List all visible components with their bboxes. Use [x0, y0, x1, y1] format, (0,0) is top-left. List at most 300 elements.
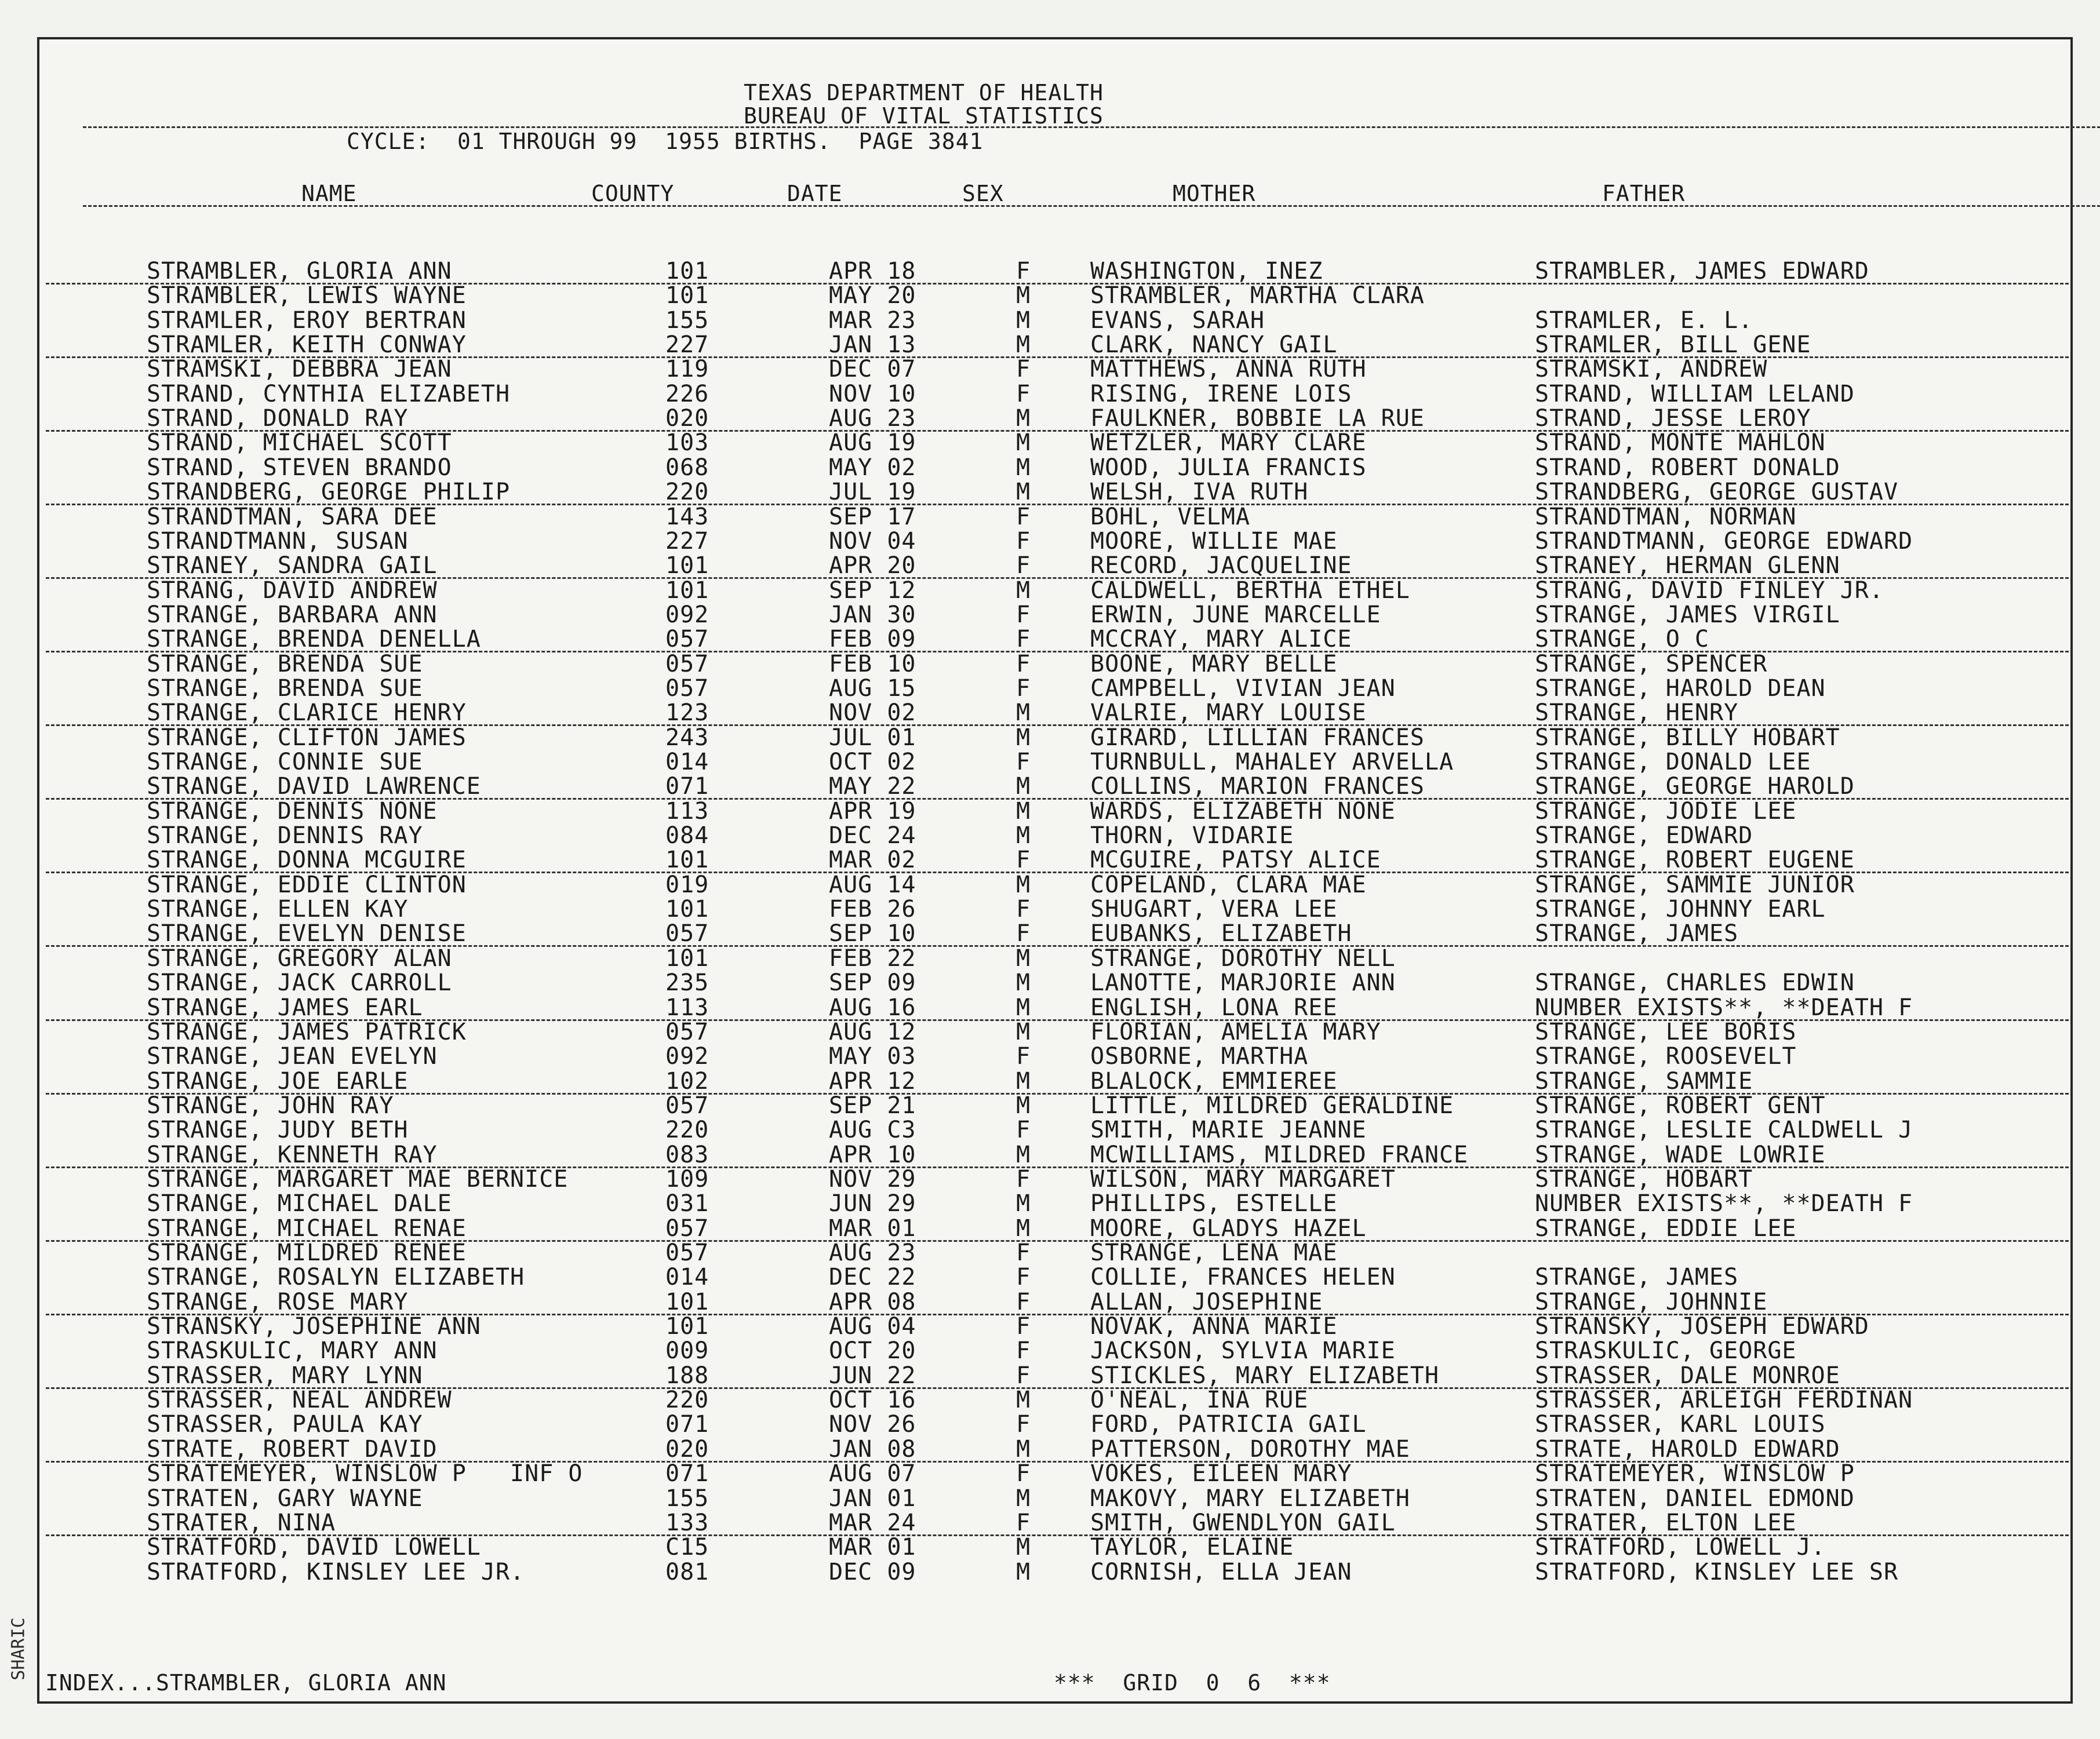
record-father: STRANGE, HAROLD DEAN [1535, 675, 1826, 702]
column-header-mother: MOTHER [1173, 181, 1256, 206]
record-sex: M [1016, 1092, 1031, 1119]
record-mother: MOORE, WILLIE MAE [1090, 527, 1338, 555]
record-sex: M [1016, 699, 1031, 727]
record-date: AUG 23 [829, 1239, 916, 1266]
record-father: STRANGE, DONALD LEE [1535, 749, 1811, 775]
record-father: STRATER, ELTON LEE [1535, 1509, 1797, 1536]
record-row [39, 873, 2070, 896]
record-mother: SMITH, MARIE JEANNE [1090, 1117, 1367, 1144]
record-mother: WOOD, JULIA FRANCIS [1090, 454, 1367, 481]
record-mother: EUBANKS, ELIZABETH [1090, 920, 1352, 947]
record-father: NUMBER EXISTS**, **DEATH F [1535, 1190, 1913, 1217]
record-row [39, 969, 2070, 997]
record-father: STRANGE, O C [1535, 626, 1709, 653]
record-row [39, 1045, 2070, 1068]
record-sex: F [1016, 1288, 1031, 1315]
record-date: FEB 09 [829, 626, 916, 653]
record-county: 057 [665, 626, 709, 653]
record-row [39, 1143, 2070, 1166]
record-father: STRAMLER, BILL GENE [1535, 331, 1811, 359]
record-county: C15 [665, 1534, 709, 1561]
record-county: 014 [665, 749, 709, 775]
record-county: 155 [665, 307, 709, 334]
record-sex: M [1016, 1141, 1031, 1168]
record-row [39, 1118, 2070, 1142]
record-sex: M [1016, 1485, 1031, 1512]
record-father: STRASSER, KARL LOUIS [1535, 1411, 1826, 1438]
record-row [39, 996, 2070, 1019]
record-sex: F [1016, 1411, 1031, 1438]
record-row [39, 848, 2070, 872]
record-mother: TURNBULL, MAHALEY ARVELLA [1090, 749, 1454, 775]
record-row [39, 677, 2070, 700]
record-father: STRANGE, LEE BORIS [1535, 1018, 1797, 1045]
record-date: NOV 02 [829, 699, 916, 727]
record-date: FEB 22 [829, 945, 916, 972]
record-father: STRANGE, BILLY HOBART [1535, 724, 1840, 751]
record-mother: COPELAND, CLARA MAE [1090, 871, 1367, 898]
record-sex: M [1016, 479, 1031, 506]
column-header-sex: SEX [962, 181, 1004, 206]
record-name: STRANGE, JAMES EARL [147, 994, 423, 1021]
record-mother: COLLIE, FRANCES HELEN [1090, 1264, 1396, 1291]
record-row [39, 1217, 2070, 1240]
record-father: STRANGE, JAMES [1535, 920, 1739, 947]
record-mother: WARDS, ELIZABETH NONE [1090, 797, 1396, 825]
record-name: STRASSER, NEAL ANDREW [147, 1387, 452, 1414]
record-sex: M [1016, 871, 1031, 898]
cycle-line: CYCLE: 01 THROUGH 99 1955 BIRTHS. PAGE 3841 [347, 129, 984, 154]
record-date: AUG 12 [829, 1018, 916, 1045]
record-date: SEP 17 [829, 503, 916, 530]
record-mother: ALLAN, JOSEPHINE [1090, 1288, 1323, 1315]
record-date: AUG 19 [829, 429, 916, 457]
record-date: APR 12 [829, 1067, 916, 1095]
record-date: AUG 15 [829, 675, 916, 702]
record-date: AUG 04 [829, 1313, 916, 1340]
record-name: STRANGE, BRENDA DENELLA [147, 626, 481, 653]
record-father: STRANDBERG, GEORGE GUSTAV [1535, 479, 1899, 506]
record-father: STRANG, DAVID FINLEY JR. [1535, 577, 1884, 604]
record-mother: BOONE, MARY BELLE [1090, 650, 1338, 677]
record-name: STRAMLER, KEITH CONWAY [147, 331, 467, 359]
record-mother: STICKLES, MARY ELIZABETH [1090, 1362, 1439, 1389]
record-mother: COLLINS, MARION FRANCES [1090, 773, 1425, 800]
record-sex: F [1016, 356, 1031, 383]
record-name: STRANGE, JOE EARLE [147, 1067, 409, 1095]
record-county: 143 [665, 503, 709, 530]
report-frame [37, 37, 2073, 1704]
record-row [39, 699, 2070, 727]
record-date: JUL 01 [829, 724, 916, 751]
record-name: STRANGE, ELLEN KAY [147, 896, 409, 923]
record-date: MAR 01 [829, 1215, 916, 1242]
record-father: STRANGE, CHARLES EDWIN [1535, 969, 1855, 997]
record-row [39, 947, 2070, 970]
record-name: STRANGE, GREGORY ALAN [147, 945, 452, 972]
record-father: STRANGE, JODIE LEE [1535, 797, 1797, 825]
record-row [39, 1315, 2070, 1338]
record-mother: GIRARD, LILLIAN FRANCES [1090, 724, 1425, 751]
record-county: 101 [665, 896, 709, 923]
record-name: STRANGE, MARGARET MAE BERNICE [147, 1165, 569, 1193]
record-father: STRATFORD, LOWELL J. [1535, 1534, 1826, 1561]
record-father: STRANGE, ROOSEVELT [1535, 1043, 1797, 1070]
record-sex: F [1016, 1460, 1031, 1488]
record-row [39, 480, 2070, 504]
record-mother: CAMPBELL, VIVIAN JEAN [1090, 675, 1396, 702]
record-name: STRAND, STEVEN BRANDO [147, 454, 452, 481]
record-father: STRAND, MONTE MAHLON [1535, 429, 1826, 457]
record-row [39, 775, 2070, 798]
record-row [39, 1192, 2070, 1215]
record-date: APR 10 [829, 1141, 916, 1168]
record-mother: EVANS, SARAH [1090, 307, 1265, 334]
record-row [39, 1165, 2070, 1193]
record-father: STRAND, JESSE LEROY [1535, 405, 1811, 432]
record-mother: BLALOCK, EMMIEREE [1090, 1067, 1338, 1095]
record-date: FEB 10 [829, 650, 916, 677]
record-county: 103 [665, 429, 709, 457]
record-sex: F [1016, 1362, 1031, 1389]
record-name: STRANGE, BRENDA SUE [147, 675, 423, 702]
record-sex: M [1016, 994, 1031, 1021]
record-father: STRANGE, JAMES [1535, 1264, 1739, 1291]
record-name: STRAND, MICHAEL SCOTT [147, 429, 452, 457]
record-county: 083 [665, 1141, 709, 1168]
record-father: STRANGE, SPENCER [1535, 650, 1768, 677]
record-date: OCT 20 [829, 1337, 916, 1365]
record-name: STRANGE, EVELYN DENISE [147, 920, 467, 947]
record-name: STRANGE, DONNA MCGUIRE [147, 847, 467, 874]
record-name: STRANDTMANN, SUSAN [147, 527, 409, 555]
record-row [39, 1558, 2070, 1585]
record-row [39, 456, 2070, 479]
record-county: 113 [665, 797, 709, 825]
record-sex: F [1016, 1043, 1031, 1070]
record-date: JUN 22 [829, 1362, 916, 1389]
record-county: 057 [665, 1239, 709, 1266]
record-date: DEC 07 [829, 356, 916, 383]
record-county: 102 [665, 1067, 709, 1095]
record-county: 057 [665, 675, 709, 702]
record-mother: PATTERSON, DOROTHY MAE [1090, 1435, 1410, 1463]
record-date: JAN 01 [829, 1485, 916, 1512]
record-date: MAY 03 [829, 1043, 916, 1070]
record-county: 119 [665, 356, 709, 383]
record-date: MAY 20 [829, 282, 916, 309]
header-rule [83, 126, 2100, 128]
record-row [39, 331, 2070, 359]
record-date: APR 20 [829, 552, 916, 579]
record-county: 057 [665, 1018, 709, 1045]
side-label-text: SHARIC [8, 1617, 29, 1680]
record-date: FEB 26 [829, 896, 916, 923]
record-father: STRATFORD, KINSLEY LEE SR [1535, 1558, 1899, 1585]
record-sex: F [1016, 749, 1031, 775]
record-father: STRASKULIC, GEORGE [1535, 1337, 1797, 1365]
record-mother: MOORE, GLADYS HAZEL [1090, 1215, 1367, 1242]
record-date: AUG 23 [829, 405, 916, 432]
record-sex: M [1016, 1190, 1031, 1217]
record-mother: BOHL, VELMA [1090, 503, 1250, 530]
record-sex: F [1016, 552, 1031, 579]
record-mother: SMITH, GWENDLYON GAIL [1090, 1509, 1396, 1536]
record-date: APR 08 [829, 1288, 916, 1315]
record-row [39, 1460, 2070, 1488]
record-county: 101 [665, 1313, 709, 1340]
record-county: 109 [665, 1165, 709, 1193]
record-name: STRANGE, DENNIS RAY [147, 822, 423, 850]
record-date: MAY 22 [829, 773, 916, 800]
record-county: 057 [665, 1215, 709, 1242]
record-date: NOV 26 [829, 1411, 916, 1438]
record-sex: M [1016, 429, 1031, 457]
record-row [39, 429, 2070, 457]
record-row [39, 1290, 2070, 1314]
side-label [1, 1599, 36, 1698]
record-row [39, 822, 2070, 850]
record-name: STRATFORD, DAVID LOWELL [147, 1534, 481, 1561]
record-mother: WELSH, IVA RUTH [1090, 479, 1309, 506]
record-name: STRANGE, KENNETH RAY [147, 1141, 438, 1168]
record-name: STRATEMEYER, WINSLOW P INF O [147, 1460, 583, 1488]
record-father: STRANGE, ROBERT EUGENE [1535, 847, 1855, 874]
record-father: STRANGE, JOHNNIE [1535, 1288, 1768, 1315]
record-name: STRAMSKI, DEBBRA JEAN [147, 356, 452, 383]
record-father: STRANGE, ROBERT GENT [1535, 1092, 1826, 1119]
record-father: STRANGE, HENRY [1535, 699, 1739, 727]
record-county: 101 [665, 258, 709, 285]
record-sex: M [1016, 773, 1031, 800]
record-row [39, 1020, 2070, 1044]
record-county: 071 [665, 1411, 709, 1438]
record-sex: M [1016, 307, 1031, 334]
record-sex: M [1016, 969, 1031, 997]
record-mother: WETZLER, MARY CLARE [1090, 429, 1367, 457]
record-mother: MCCRAY, MARY ALICE [1090, 626, 1352, 653]
record-name: STRAND, CYNTHIA ELIZABETH [147, 380, 511, 407]
record-mother: MCGUIRE, PATSY ALICE [1090, 847, 1381, 874]
record-sex: M [1016, 1435, 1031, 1463]
record-father: STRATEMEYER, WINSLOW P [1535, 1460, 1855, 1488]
record-name: STRANGE, BRENDA SUE [147, 650, 423, 677]
record-row [39, 505, 2070, 528]
record-father: STRAMLER, E. L. [1535, 307, 1753, 334]
record-county: 009 [665, 1337, 709, 1365]
record-name: STRANGE, MILDRED RENEE [147, 1239, 467, 1266]
record-county: 068 [665, 454, 709, 481]
record-father: STRANDTMAN, NORMAN [1535, 503, 1797, 530]
record-father: STRANDTMANN, GEORGE EDWARD [1535, 527, 1913, 555]
record-name: STRANGE, JOHN RAY [147, 1092, 394, 1119]
index-footer: INDEX...STRAMBLER, GLORIA ANN [45, 1670, 447, 1696]
record-county: 084 [665, 822, 709, 850]
record-father: STRAMSKI, ANDREW [1535, 356, 1768, 383]
record-name: STRATEN, GARY WAYNE [147, 1485, 423, 1512]
record-row [39, 1435, 2070, 1463]
record-row [39, 1241, 2070, 1264]
record-date: MAY 02 [829, 454, 916, 481]
record-mother: LITTLE, MILDRED GERALDINE [1090, 1092, 1454, 1119]
record-county: 081 [665, 1558, 709, 1585]
record-date: JUN 29 [829, 1190, 916, 1217]
record-father: STRASSER, ARLEIGH FERDINAN [1535, 1387, 1913, 1414]
column-header-county: COUNTY [591, 181, 675, 206]
record-father: STRANGE, HOBART [1535, 1165, 1753, 1193]
record-name: STRATER, NINA [147, 1509, 336, 1536]
record-name: STRAMLER, EROY BERTRAN [147, 307, 467, 334]
record-county: 155 [665, 1485, 709, 1512]
record-mother: RISING, IRENE LOIS [1090, 380, 1352, 407]
record-date: JAN 08 [829, 1435, 916, 1463]
record-date: MAR 23 [829, 307, 916, 334]
record-row [39, 407, 2070, 430]
record-county: 101 [665, 552, 709, 579]
record-mother: STRAMBLER, MARTHA CLARA [1090, 282, 1425, 309]
record-date: JAN 30 [829, 601, 916, 628]
record-row [39, 1266, 2070, 1289]
record-father: STRANEY, HERMAN GLENN [1535, 552, 1840, 579]
record-county: 101 [665, 847, 709, 874]
record-date: APR 19 [829, 797, 916, 825]
record-row [39, 797, 2070, 825]
record-county: 123 [665, 699, 709, 727]
record-date: MAR 02 [829, 847, 916, 874]
record-sex: F [1016, 1117, 1031, 1144]
record-row [39, 1536, 2070, 1559]
record-sex: M [1016, 282, 1031, 309]
record-county: 226 [665, 380, 709, 407]
record-mother: THORN, VIDARIE [1090, 822, 1294, 850]
record-date: MAR 01 [829, 1534, 916, 1561]
record-mother: WILSON, MARY MARGARET [1090, 1165, 1396, 1193]
record-sex: M [1016, 1067, 1031, 1095]
record-mother: NOVAK, ANNA MARIE [1090, 1313, 1338, 1340]
record-mother: CORNISH, ELLA JEAN [1090, 1558, 1352, 1585]
record-row [39, 750, 2070, 774]
record-name: STRATE, ROBERT DAVID [147, 1435, 438, 1463]
record-father: STRANGE, GEORGE HAROLD [1535, 773, 1855, 800]
record-mother: SHUGART, VERA LEE [1090, 896, 1338, 923]
record-row [39, 1067, 2070, 1095]
column-header-date: DATE [787, 181, 843, 206]
record-father: STRANGE, EDDIE LEE [1535, 1215, 1797, 1242]
record-mother: RECORD, JACQUELINE [1090, 552, 1352, 579]
record-name: STRANGE, MICHAEL RENAE [147, 1215, 467, 1242]
record-father: NUMBER EXISTS**, **DEATH F [1535, 994, 1913, 1021]
record-name: STRASSER, PAULA KAY [147, 1411, 423, 1438]
record-mother: LANOTTE, MARJORIE ANN [1090, 969, 1396, 997]
record-mother: FLORIAN, AMELIA MARY [1090, 1018, 1381, 1045]
record-sex: F [1016, 1239, 1031, 1266]
record-row [39, 1413, 2070, 1436]
record-sex: M [1016, 1534, 1031, 1561]
record-father: STRAND, WILLIAM LELAND [1535, 380, 1855, 407]
record-row [39, 358, 2070, 381]
record-row [39, 628, 2070, 651]
record-father: STRATEN, DANIEL EDMOND [1535, 1485, 1855, 1512]
record-sex: M [1016, 945, 1031, 972]
record-county: 188 [665, 1362, 709, 1389]
record-name: STRAMBLER, GLORIA ANN [147, 258, 452, 285]
record-row [39, 554, 2070, 577]
record-county: 019 [665, 871, 709, 898]
record-name: STRANGE, CLIFTON JAMES [147, 724, 467, 751]
record-name: STRANSKY, JOSEPHINE ANN [147, 1313, 481, 1340]
record-date: AUG 14 [829, 871, 916, 898]
record-county: 101 [665, 577, 709, 604]
record-date: NOV 29 [829, 1165, 916, 1193]
record-name: STRANDTMAN, SARA DEE [147, 503, 438, 530]
record-date: DEC 24 [829, 822, 916, 850]
record-mother: MAKOVY, MARY ELIZABETH [1090, 1485, 1410, 1512]
record-name: STRANGE, CLARICE HENRY [147, 699, 467, 727]
record-sex: M [1016, 577, 1031, 604]
record-date: DEC 22 [829, 1264, 916, 1291]
record-county: 071 [665, 773, 709, 800]
record-name: STRATFORD, KINSLEY LEE JR. [147, 1558, 525, 1585]
record-row [39, 1364, 2070, 1387]
record-county: 220 [665, 1387, 709, 1414]
record-father: STRAND, ROBERT DONALD [1535, 454, 1840, 481]
record-mother: STRANGE, DOROTHY NELL [1090, 945, 1396, 972]
record-date: OCT 16 [829, 1387, 916, 1414]
record-sex: F [1016, 847, 1031, 874]
record-row [39, 382, 2070, 406]
record-date: AUG C3 [829, 1117, 916, 1144]
record-mother: MCWILLIAMS, MILDRED FRANCE [1090, 1141, 1469, 1168]
record-mother: FORD, PATRICIA GAIL [1090, 1411, 1367, 1438]
record-date: SEP 12 [829, 577, 916, 604]
record-date: NOV 10 [829, 380, 916, 407]
record-row [39, 1094, 2070, 1117]
column-header-father: FATHER [1602, 181, 1686, 206]
bureau-title: BUREAU OF VITAL STATISTICS [744, 103, 1104, 129]
record-name: STRANGE, DENNIS NONE [147, 797, 438, 825]
record-mother: VALRIE, MARY LOUISE [1090, 699, 1367, 727]
record-date: AUG 07 [829, 1460, 916, 1488]
record-name: STRANG, DAVID ANDREW [147, 577, 438, 604]
column-header-name: NAME [301, 181, 357, 206]
record-county: 220 [665, 479, 709, 506]
record-mother: ENGLISH, LONA REE [1090, 994, 1338, 1021]
record-county: 020 [665, 405, 709, 432]
record-name: STRASKULIC, MARY ANN [147, 1337, 438, 1365]
record-sex: M [1016, 1558, 1031, 1585]
record-mother: WASHINGTON, INEZ [1090, 258, 1323, 285]
record-row [39, 1337, 2070, 1365]
record-sex: M [1016, 1215, 1031, 1242]
record-mother: CLARK, NANCY GAIL [1090, 331, 1338, 359]
record-name: STRANGE, BARBARA ANN [147, 601, 438, 628]
record-father: STRANGE, WADE LOWRIE [1535, 1141, 1826, 1168]
record-row [39, 898, 2070, 921]
record-date: OCT 02 [829, 749, 916, 775]
record-row [39, 284, 2070, 307]
record-county: 133 [665, 1509, 709, 1536]
record-county: 057 [665, 1092, 709, 1119]
record-name: STRAND, DONALD RAY [147, 405, 409, 432]
record-county: 220 [665, 1117, 709, 1144]
record-row [39, 603, 2070, 626]
record-sex: F [1016, 896, 1031, 923]
record-county: 031 [665, 1190, 709, 1217]
record-date: DEC 09 [829, 1558, 916, 1585]
record-sex: M [1016, 405, 1031, 432]
record-county: 101 [665, 945, 709, 972]
record-sex: F [1016, 1337, 1031, 1365]
